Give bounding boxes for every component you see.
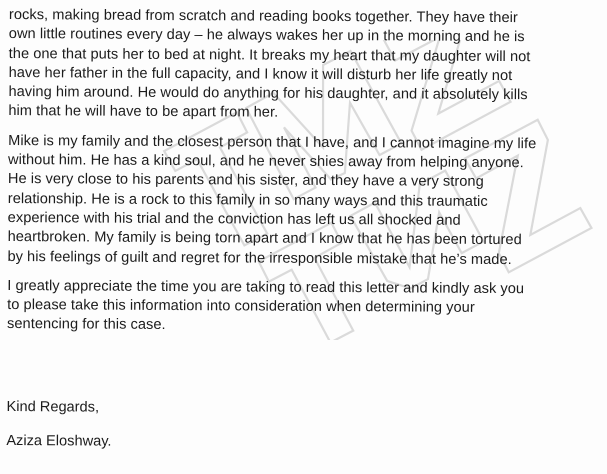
paragraph-line: heartbroken. My family is being torn apart and I know that he has been tortured bbox=[7, 229, 522, 249]
letter-body bbox=[6, 6, 601, 450]
paragraph-line: experience with his trial and the conviction has left us all shocked and bbox=[7, 209, 461, 229]
paragraph-line: own little routines every day – he always wakes her up in the morning and he is bbox=[8, 26, 525, 46]
paragraph-line: He is very close to his parents and his sister, and they have a very strong bbox=[7, 171, 484, 191]
paragraph-line: relationship. He is a rock to this family in so many ways and this traumatic bbox=[7, 190, 488, 210]
paragraph-line: by his feelings of guilt and regret for the irresponsible mistake that he’s made. bbox=[7, 248, 512, 268]
paragraph-line: I greatly appreciate the time you are taking to read this letter and kindly ask you bbox=[7, 277, 525, 298]
paragraph-line: Mike is my family and the closest person that I have, and I cannot imagine my life bbox=[8, 132, 537, 153]
paragraph-line: having him around. He would do anything for his daughter, and it absolutely kills bbox=[8, 84, 528, 104]
letter-closing: Kind Regards, bbox=[6, 398, 100, 416]
paragraph-line: to please take this information into consideration when determining your bbox=[7, 297, 475, 317]
paragraph-line: him that he will have to be apart from her. bbox=[8, 103, 279, 122]
paragraph-line: sentencing for this case. bbox=[7, 316, 166, 334]
paragraph-line: rocks, making bread from scratch and reading books together. They have their bbox=[8, 6, 518, 27]
letter-signature: Aziza Eloshway. bbox=[6, 432, 112, 450]
letter-paragraph-2 bbox=[7, 132, 600, 271]
letter-paragraph-3 bbox=[7, 277, 599, 339]
letter-paragraph-1 bbox=[8, 6, 601, 125]
paragraph-line: without him. He has a kind soul, and he never shies away from helping anyone. bbox=[8, 152, 524, 172]
paragraph-line: the one that puts her to bed at night. It breaks my heart that my daughter will not bbox=[8, 45, 531, 65]
paragraph-line: have her father in the full capacity, and I know it will disturb her life greatly not bbox=[8, 64, 513, 84]
